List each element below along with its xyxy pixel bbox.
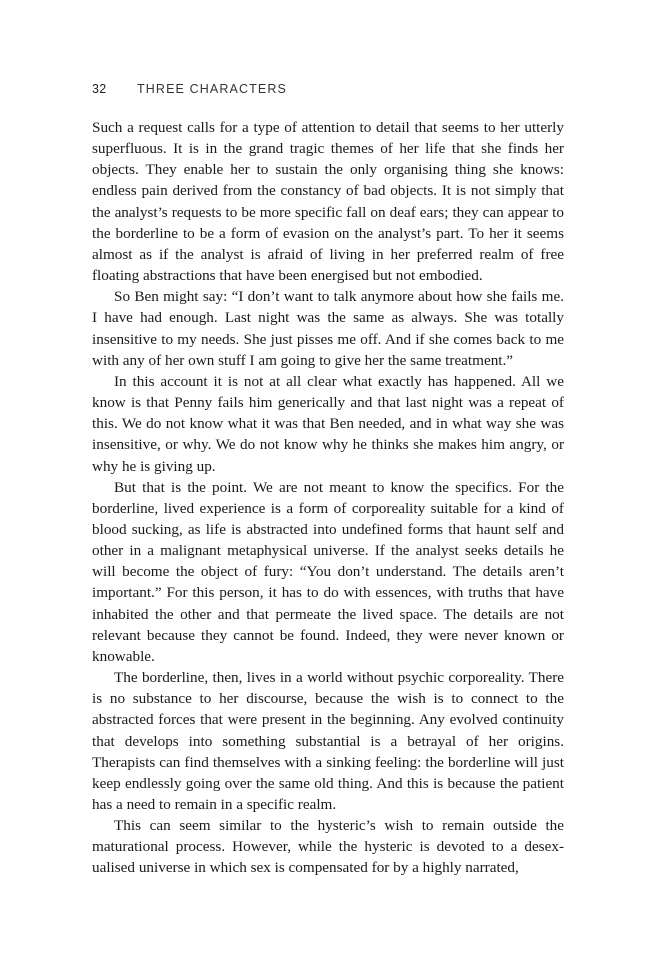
page-number: 32 <box>92 82 107 96</box>
paragraph: Such a request calls for a type of attention to detail that seems to her utterly superfluous. It is in the grand tragic themes of her life that she finds her objects. They enable her to sustain the only organising thing she knows: endless pain derived from the constancy of bad objects. It is not simply that the analyst’s requests to be more specific fall on deaf ears; they can appear to the borderline to be a form of evasion on the analyst’s part. To her it seems almost as if the analyst is afraid of living in her preferred realm of free floating abstractions that have been energised but not embodied. <box>92 119 564 285</box>
paragraph: In this account it is not at all clear what exactly has happened. All we know is that Penny fails him generically and that last night was a repeat of this. We do not know what it was that Ben needed, and in what way she was insensitive, or why. We do not know why he thinks she makes him angry, or why he is giving up. <box>92 372 564 475</box>
running-head <box>92 82 287 96</box>
body-text <box>92 117 564 879</box>
chapter-title: THREE CHARACTERS <box>137 82 287 96</box>
paragraph: So Ben might say: “I don’t want to talk anymore about how she fails me. I have had enough. Last night was the same as always. She was totally insensitive to my needs. She just pisses me off. And if she comes back to me with any of her own stuff I am going to give her the same treatment.” <box>92 288 564 369</box>
paragraph: The borderline, then, lives in a world without psychic corporeality. There is no substance to her discourse, because the wish is to connect to the abstracted forces that were present in the beginning. Any evolved continuity that develops into something substantial is a betrayal of her origins. Therapists can find themselves with a sinking feeling: the borderline will just keep endlessly going over the same old thing. And this is because the patient has a need to remain in a specific realm. <box>92 669 564 813</box>
paragraph: But that is the point. We are not meant to know the specifics. For the borderline, lived experience is a form of corporeality suitable for a kind of blood sucking, as life is abstracted into undefined forms that haunt self and other in a malignant metaphysical universe. If the analyst seeks details he will become the object of fury: “You don’t understand. The details aren’t important.” For this person, it has to do with essences, with truths that have inhabited the other and that permeate the lived space. The details are not relevant because they cannot be found. Indeed, they were never known or knowable. <box>92 478 564 665</box>
paragraph: This can seem similar to the hysteric’s wish to remain outside the maturational process. However, while the hysteric is devoted to a desexualised universe in which sex is compensated for by a highly narrated, <box>92 817 564 877</box>
